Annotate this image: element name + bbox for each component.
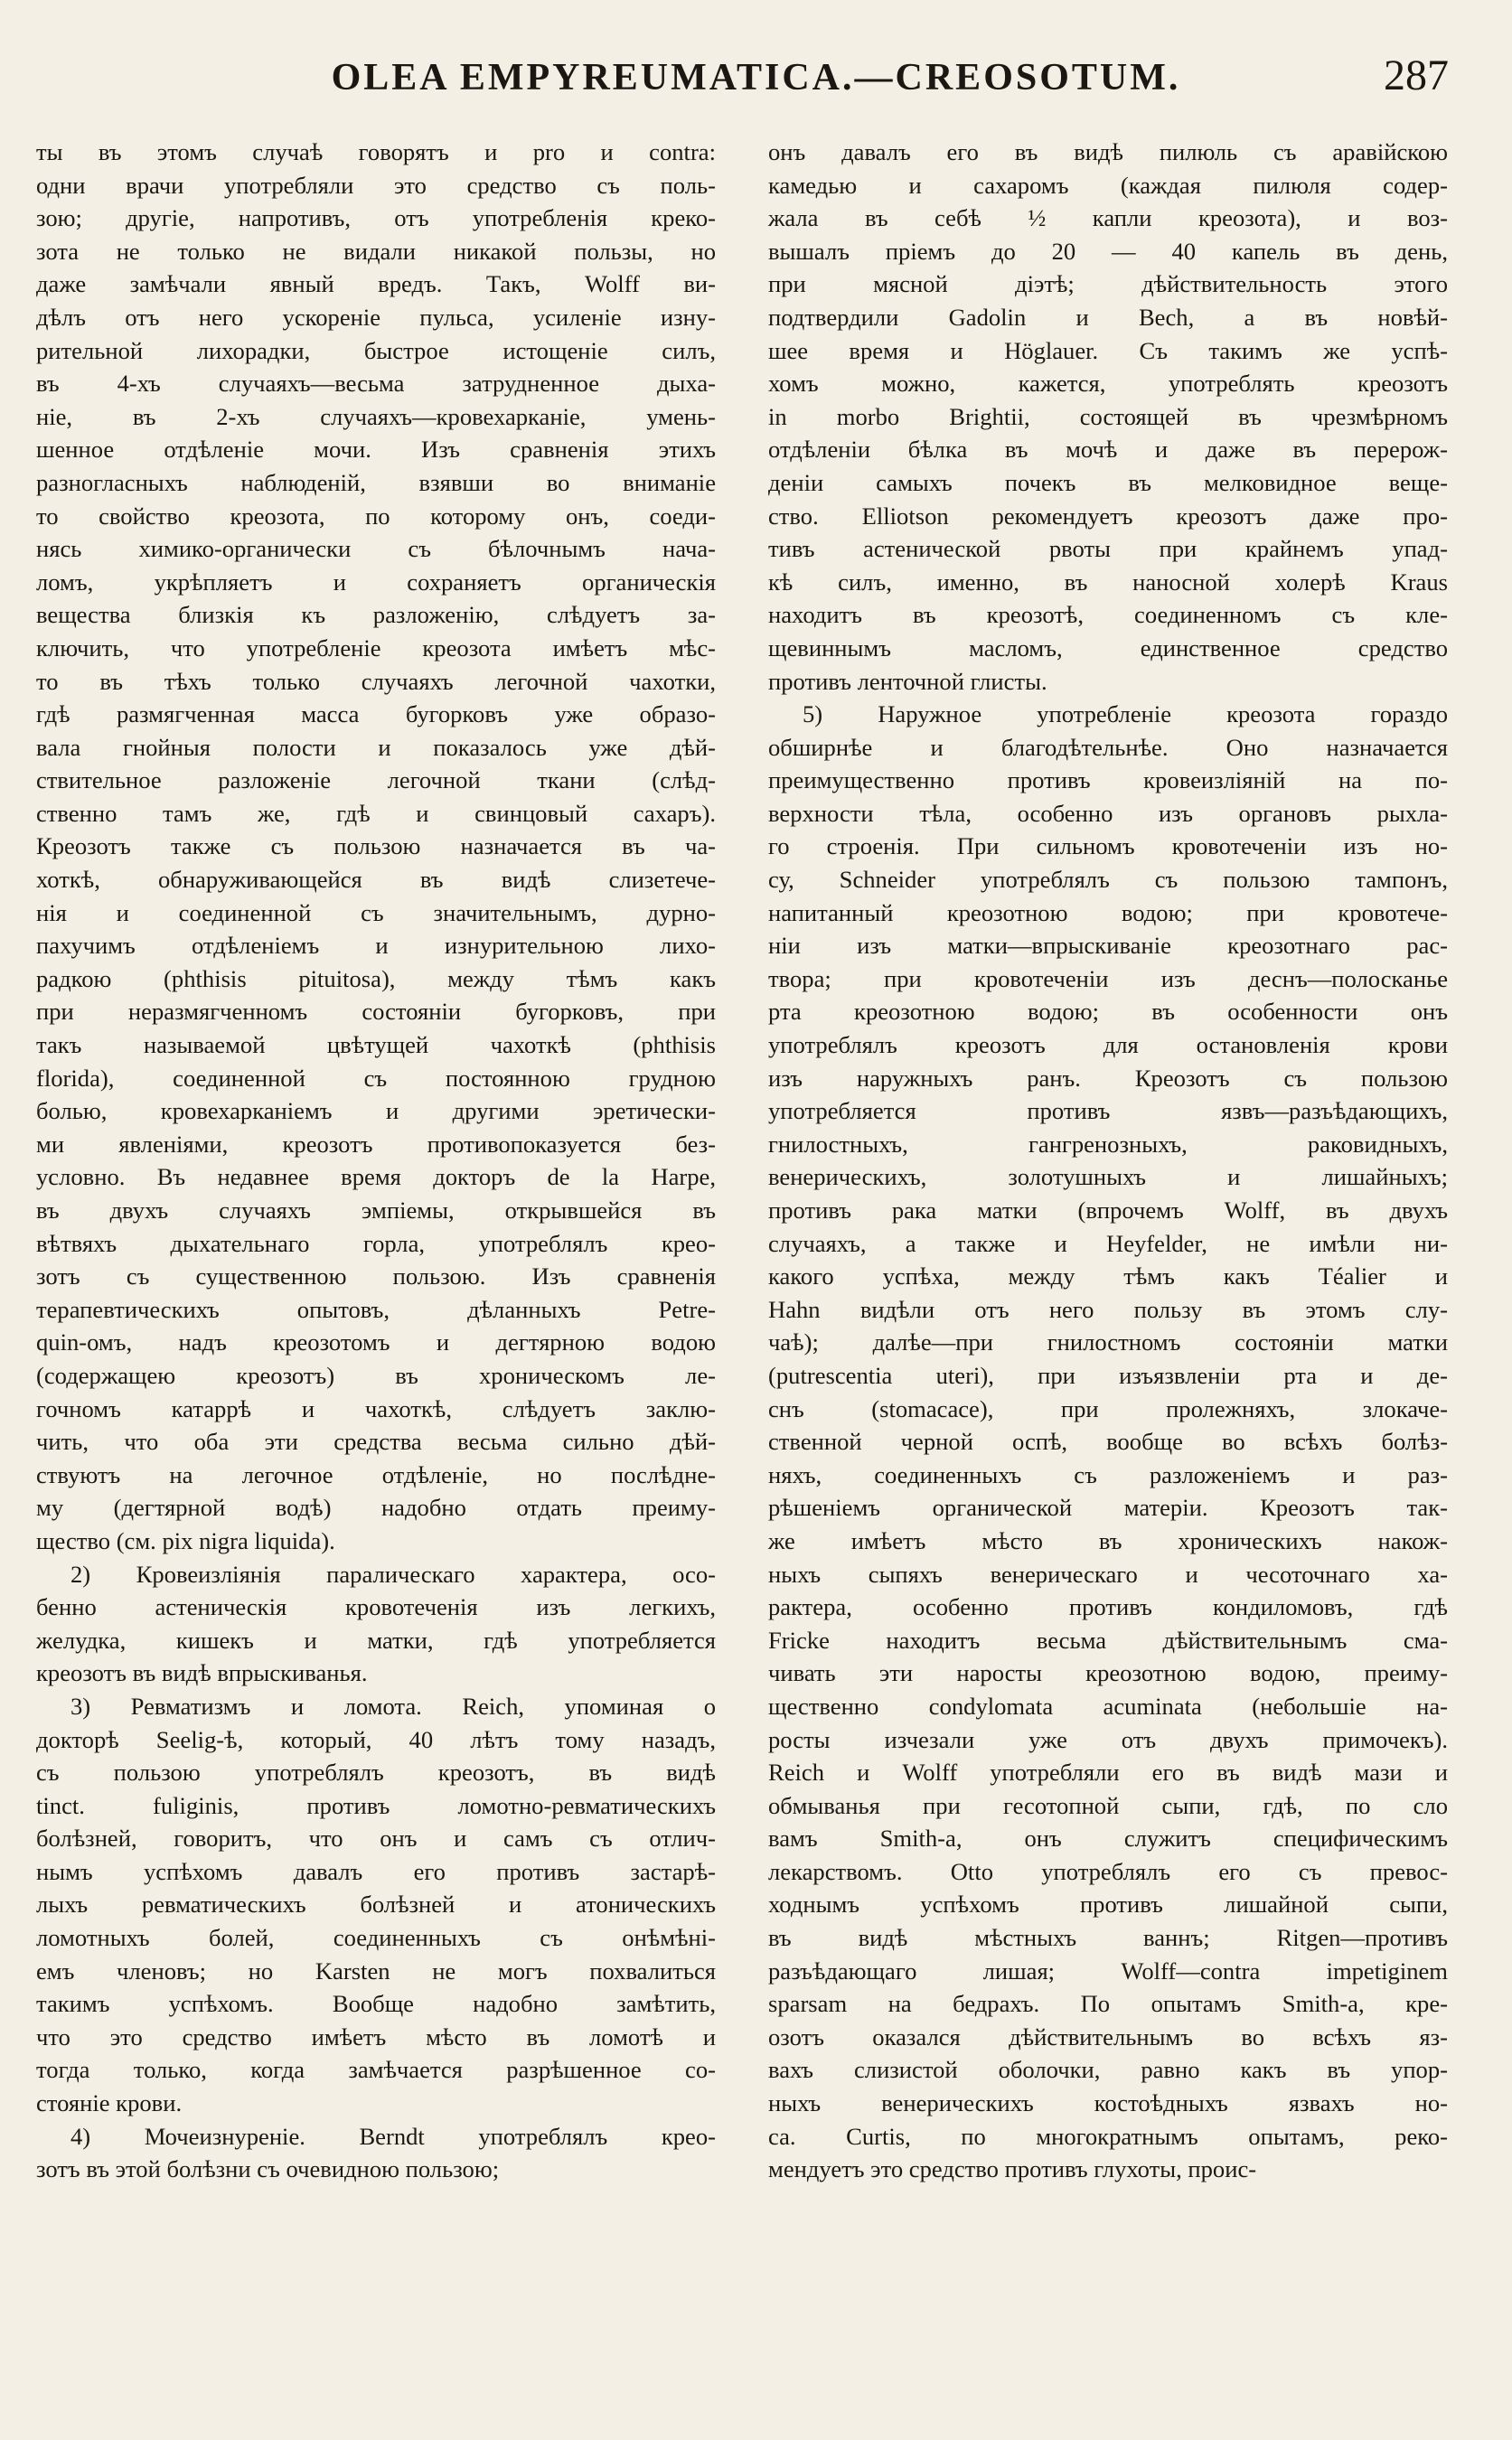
text-line: ходнымъ успѣхомъ противъ лишайной сыпи,: [768, 1891, 1448, 1919]
text-line: го строенія. При сильномъ кровотеченіи изъ но-: [768, 832, 1448, 860]
text-line: онъ давалъ его въ видѣ пилюль съ аравійскою: [768, 138, 1448, 165]
text-line: одни врачи употребляли это средство съ поль-: [36, 171, 716, 199]
text-line: болью, кровехарканіемъ и другими эретически-: [36, 1097, 716, 1125]
text-line: обмыванья при гесотопной сыпи, гдѣ, по сло: [768, 1791, 1448, 1819]
text-line: Креозотъ также съ пользою назначается въ ча-: [36, 832, 716, 860]
text-line: жала въ себѣ ½ капли креозота), и воз-: [768, 204, 1448, 232]
text-line: въ двухъ случаяхъ эмпіемы, открывшейся въ: [36, 1197, 716, 1224]
text-line: кѣ силъ, именно, въ наносной холерѣ Kraus: [768, 568, 1448, 596]
text-line: quin-омъ, надъ креозотомъ и дегтярною водою: [36, 1328, 716, 1356]
text-line: дѣлъ отъ него ускореніе пульса, усиленіе изну-: [36, 303, 716, 331]
text-line: снъ (stomacace), при пролежняхъ, злокаче-: [768, 1394, 1448, 1422]
text-line: 2) Кровеизліянія паралическаго характера, осо-: [70, 1560, 716, 1588]
text-line: ствительное разложеніе легочной ткани (слѣд-: [36, 766, 716, 794]
text-line: такъ называемой цвѣтущей чахоткѣ (phthisis: [36, 1031, 716, 1059]
text-line: бенно астеническія кровотеченія изъ легкихъ,: [36, 1593, 716, 1621]
text-line: ніе, въ 2-хъ случаяхъ—кровехарканіе, умень-: [36, 402, 716, 430]
text-line: ствуютъ на легочное отдѣленіе, но послѣдне-: [36, 1460, 716, 1488]
text-line: твора; при кровотеченіи изъ деснъ—полосканье: [768, 964, 1448, 992]
text-line: рѣшеніемъ органической матеріи. Креозотъ так-: [768, 1494, 1448, 1522]
text-line: что это средство имѣетъ мѣсто въ ломотѣ и: [36, 2022, 716, 2051]
text-line: шее время и Höglauer. Съ такимъ же успѣ-: [768, 336, 1448, 364]
text-line: му (дегтярной водѣ) надобно отдать преиму-: [36, 1494, 716, 1522]
text-line: вала гнойныя полости и показалось уже дѣй-: [36, 733, 716, 761]
text-line: болѣзней, говоритъ, что онъ и самъ съ отлич-: [36, 1825, 716, 1853]
text-line: tinct. fuliginis, противъ ломотно-ревматическихъ: [36, 1791, 716, 1819]
text-line: (содержащею креозотъ) въ хроническомъ ле-: [36, 1361, 716, 1389]
text-line: ломотныхъ болей, соединенныхъ съ онѣмѣні-: [36, 1924, 716, 1952]
text-line: florida), соединенной съ постоянною грудною: [36, 1064, 716, 1092]
text-line: ныхъ сыпяхъ венерическаго и чесоточнаго ха-: [768, 1560, 1448, 1588]
text-line: зота не только не видали никакой пользы, но: [36, 237, 716, 265]
running-title: OLEA EMPYREUMATICA.—CREOSOTUM.: [331, 57, 1181, 99]
text-line: емъ членовъ; но Karsten не могъ похвалиться: [36, 1957, 716, 1985]
text-line: желудка, кишекъ и матки, гдѣ употребляется: [36, 1626, 716, 1654]
text-line: гдѣ размягченная масса бугорковъ уже образо-: [36, 700, 716, 728]
text-line: ніи изъ матки—впрыскиваніе креозотнаго рас-: [768, 932, 1448, 960]
text-line: Fricke находитъ весьма дѣйствительнымъ сма-: [768, 1626, 1448, 1654]
text-line: рта креозотною водою; въ особенности онъ: [768, 998, 1448, 1026]
text-line: подтвердили Gadolin и Bech, а въ новѣй-: [768, 303, 1448, 331]
text-line: условно. Въ недавнее время докторъ de la Harpe,: [36, 1163, 716, 1191]
text-line: верхности тѣла, особенно изъ органовъ рыхла-: [768, 799, 1448, 827]
text-line: ныхъ венерическихъ костоѣдныхъ язвахъ но-: [768, 2089, 1448, 2117]
text-line: докторѣ Seelig-ѣ, который, 40 лѣтъ тому назадъ,: [36, 1725, 716, 1753]
text-line: отдѣленіи бѣлка въ мочѣ и даже въ перерож-: [768, 436, 1448, 464]
text-line: ственно тамъ же, гдѣ и свинцовый сахаръ).: [36, 799, 716, 827]
text-line: мендуетъ это средство противъ глухоты, проис-: [768, 2155, 1257, 2183]
text-line: зотъ съ существенною пользою. Изъ сравненія: [36, 1262, 716, 1290]
text-line: при неразмягченномъ состояніи бугорковъ, при: [36, 998, 716, 1026]
text-line: же имѣетъ мѣсто въ хроническихъ накож-: [768, 1526, 1448, 1554]
text-line: то въ тѣхъ только случаяхъ легочной чахотки,: [36, 667, 716, 695]
text-line: вахъ слизистой оболочки, равно какъ въ упор-: [768, 2056, 1448, 2084]
text-line: росты изчезали уже отъ двухъ примочекъ).: [768, 1725, 1448, 1753]
text-line: рительной лихорадки, быстрое истощеніе силъ,: [36, 336, 716, 364]
text-line: sparsam на бедрахъ. По опытамъ Smith-а, кре-: [768, 1990, 1448, 2018]
text-line: съ пользою употреблялъ креозотъ, въ видѣ: [36, 1759, 716, 1787]
text-line: 3) Ревматизмъ и ломота. Reich, упоминая о: [70, 1692, 716, 1720]
text-line: 5) Наружное употребленіе креозота гораздо: [803, 700, 1448, 728]
text-line: хомъ можно, кажется, употреблять креозотъ: [768, 370, 1448, 398]
text-line: щественно condylomata acuminata (небольшіе на-: [768, 1692, 1448, 1720]
text-line: напитанный креозотною водою; при кровотече-: [768, 898, 1448, 926]
text-line: ломъ, укрѣпляетъ и сохраняетъ органическія: [36, 568, 716, 596]
text-line: лекарствомъ. Otto употреблялъ его съ превос-: [768, 1857, 1448, 1885]
text-line: чивать эти наросты креозотною водою, преиму-: [768, 1659, 1448, 1687]
text-line: камедью и сахаромъ (каждая пилюля содер-: [768, 171, 1448, 199]
text-line: преимущественно противъ кровеизліяній на по-: [768, 766, 1448, 794]
text-line: су, Schneider употреблялъ съ пользою тампонъ,: [768, 866, 1448, 894]
text-line: гочномъ катаррѣ и чахоткѣ, слѣдуетъ заклю-: [36, 1394, 716, 1422]
text-line: разногласныхъ наблюденій, взявши во вниманіе: [36, 468, 716, 496]
text-line: въ 4-хъ случаяхъ—весьма затрудненное дыха-: [36, 370, 716, 398]
text-line: употребляется противъ язвъ—разъѣдающихъ,: [768, 1097, 1448, 1125]
text-line: озотъ оказался дѣйствительнымъ во всѣхъ яз-: [768, 2022, 1448, 2051]
text-line: изъ наружныхъ ранъ. Креозотъ съ пользою: [768, 1064, 1448, 1092]
text-line: in morbo Brightii, состоящей въ чрезмѣрномъ: [768, 402, 1448, 430]
page-number: 287: [1384, 52, 1449, 99]
text-line: такимъ успѣхомъ. Вообще надобно замѣтить,: [36, 1990, 716, 2018]
text-line: стояніе крови.: [36, 2089, 183, 2117]
text-line: при мясной діэтѣ; дѣйствительность этого: [768, 270, 1448, 298]
left-column: [36, 136, 716, 2186]
text-line: случаяхъ, а также и Heyfelder, не имѣли ни-: [768, 1229, 1448, 1257]
text-line: вамъ Smith-а, онъ служитъ специфическимъ: [768, 1825, 1448, 1853]
text-line: нымъ успѣхомъ давалъ его противъ застарѣ-: [36, 1857, 716, 1885]
text-line: радкою (phthisis pituitosa), между тѣмъ какъ: [36, 964, 716, 992]
text-line: хоткѣ, обнаруживающейся въ видѣ слизетече-: [36, 866, 716, 894]
text-line: противъ ленточной глисты.: [768, 667, 1047, 695]
text-line: тивъ астенической рвоты при крайнемъ упад-: [768, 535, 1448, 563]
text-line: пахучимъ отдѣленіемъ и изнурительною лихо-: [36, 932, 716, 960]
text-line: тогда только, когда замѣчается разрѣшенное со-: [36, 2056, 716, 2084]
text-line: рактера, особенно противъ кондиломовъ, гдѣ: [768, 1593, 1448, 1621]
text-line: лыхъ ревматическихъ болѣзней и атоническихъ: [36, 1891, 716, 1919]
text-line: ми явленіями, креозотъ противопоказуется без-: [36, 1130, 716, 1158]
text-line: деніи самыхъ почекъ въ мелковидное веще-: [768, 468, 1448, 496]
text-line: ты въ этомъ случаѣ говорятъ и pro и contra:: [36, 138, 716, 165]
text-line: Hahn видѣли отъ него пользу въ этомъ слу-: [768, 1295, 1448, 1323]
text-line: находитъ въ креозотѣ, соединенномъ съ кле-: [768, 601, 1448, 629]
text-line: разъѣдающаго лишая; Wolff—contra impetiginem: [768, 1957, 1448, 1985]
text-line: въ видѣ мѣстныхъ ваннъ; Ritgen—противъ: [768, 1924, 1448, 1952]
text-line: гнилостныхъ, гангренозныхъ, раковидныхъ,: [768, 1130, 1448, 1158]
text-line: то свойство креозота, по которому онъ, соеди-: [36, 502, 716, 530]
text-line: венерическихъ, золотушныхъ и лишайныхъ;: [768, 1163, 1448, 1191]
running-header: [63, 47, 1449, 110]
text-line: щество (см. pix nigra liquida).: [36, 1526, 335, 1554]
text-line: ство. Elliotson рекомендуетъ креозотъ даже про-: [768, 502, 1448, 530]
text-line: шенное отдѣленіе мочи. Изъ сравненія этихъ: [36, 436, 716, 464]
text-line: Reich и Wolff употребляли его въ видѣ мази и: [768, 1759, 1448, 1787]
text-line: какого успѣха, между тѣмъ какъ Téalier и: [768, 1262, 1448, 1290]
text-line: обширнѣе и благодѣтельнѣе. Оно назначается: [768, 733, 1448, 761]
text-line: 4) Мочеизнуреніе. Berndt употреблялъ крео-: [70, 2122, 716, 2150]
text-line: употреблялъ креозотъ для остановленія крови: [768, 1031, 1448, 1059]
text-line: зою; другіе, напротивъ, отъ употребленія креко-: [36, 204, 716, 232]
text-line: терапевтическихъ опытовъ, дѣланныхъ Petre-: [36, 1295, 716, 1323]
text-line: няхъ, соединенныхъ съ разложеніемъ и раз-: [768, 1460, 1448, 1488]
text-line: ключить, что употребленіе креозота имѣетъ мѣс-: [36, 633, 716, 662]
text-line: зотъ въ этой болѣзни съ очевидною пользою;: [36, 2155, 500, 2183]
text-line: чаѣ); далѣе—при гнилостномъ состояніи матки: [768, 1328, 1448, 1356]
text-line: са. Curtis, по многократнымъ опытамъ, реко-: [768, 2122, 1448, 2150]
text-line: (putrescentia uteri), при изъязвленіи рта и де-: [768, 1361, 1448, 1389]
text-line: креозотъ въ видѣ впрыскиванья.: [36, 1659, 368, 1687]
text-line: нія и соединенной съ значительнымъ, дурно-: [36, 898, 716, 926]
text-line: чить, что оба эти средства весьма сильно дѣй-: [36, 1428, 716, 1456]
text-line: противъ рака матки (впрочемъ Wolff, въ двухъ: [768, 1197, 1448, 1224]
text-line: щевиннымъ масломъ, единственное средство: [768, 633, 1448, 662]
text-line: даже замѣчали явный вредъ. Такъ, Wolff ви-: [36, 270, 716, 298]
text-line: вѣтвяхъ дыхательнаго горла, употреблялъ крео-: [36, 1229, 716, 1257]
text-line: нясь химико-органически съ бѣлочнымъ нача-: [36, 535, 716, 563]
right-column: [768, 136, 1448, 2186]
text-line: вышалъ пріемъ до 20 — 40 капель въ день,: [768, 237, 1448, 265]
text-line: вещества близкія къ разложенію, слѣдуетъ за-: [36, 601, 716, 629]
text-line: ственной черной оспѣ, вообще во всѣхъ болѣз-: [768, 1428, 1448, 1456]
